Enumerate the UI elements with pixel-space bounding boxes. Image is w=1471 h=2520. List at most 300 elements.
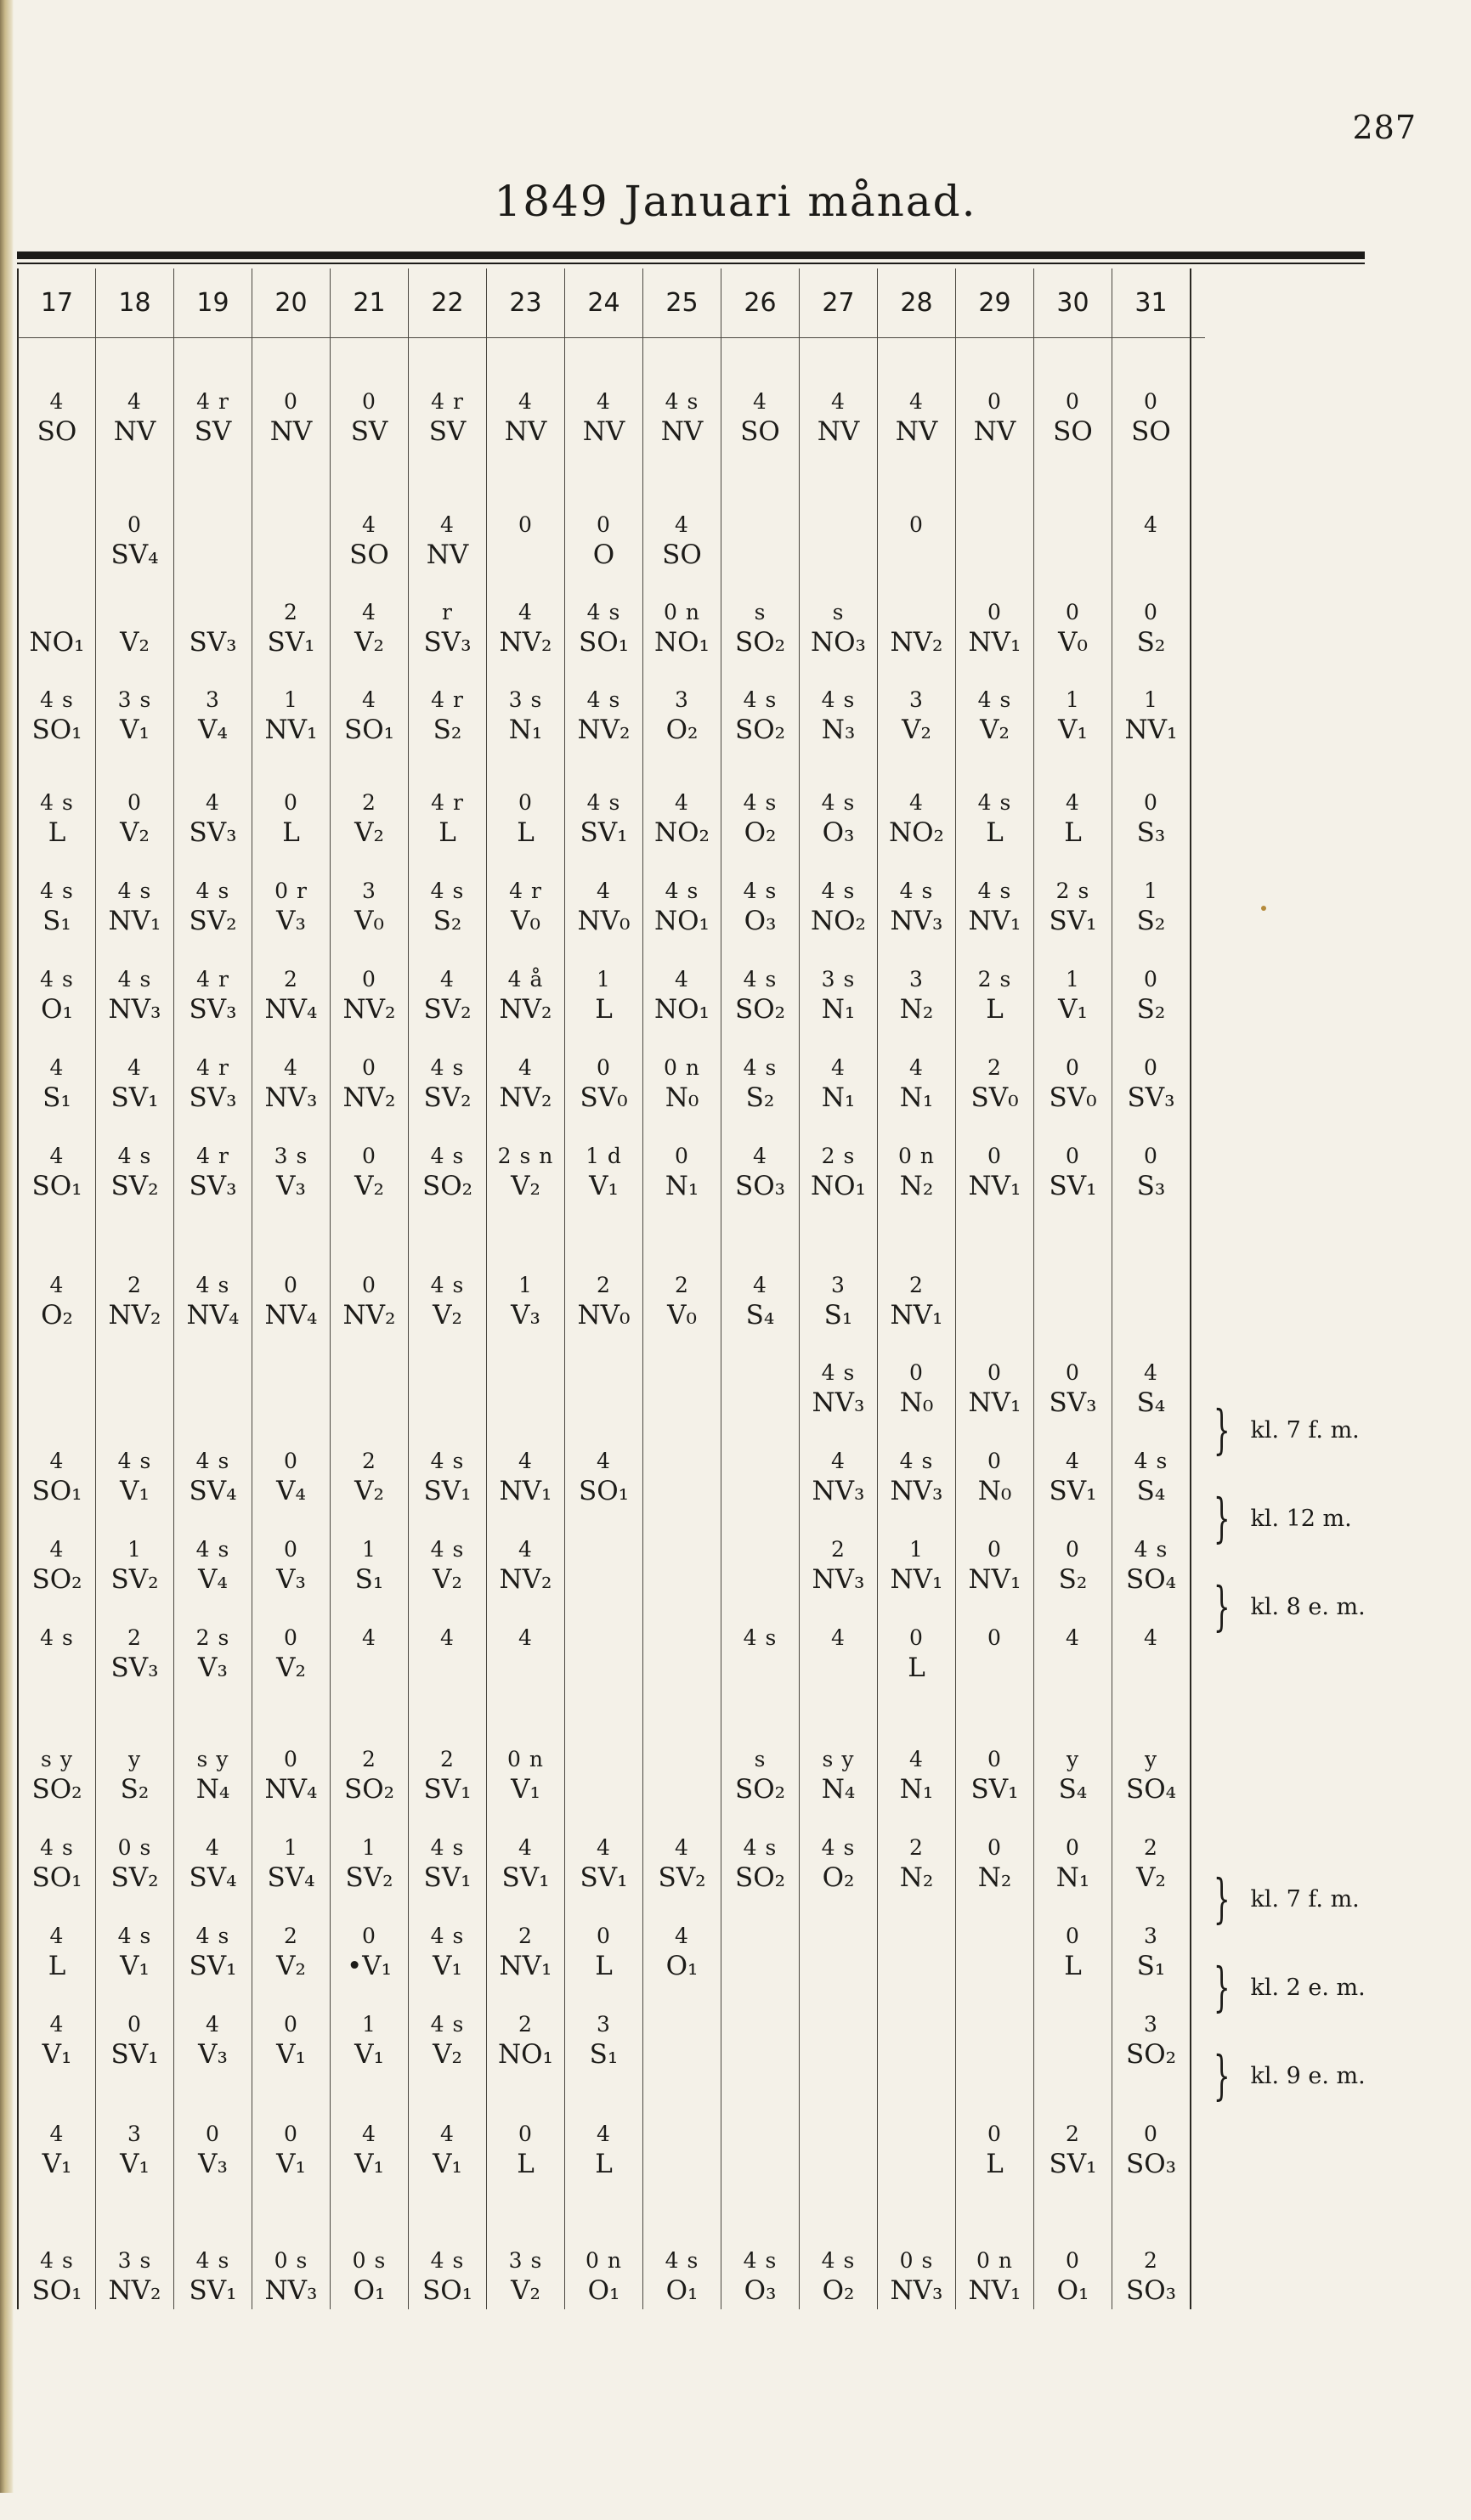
force-remark: 4 <box>127 1055 142 1080</box>
observation-cell <box>642 851 721 940</box>
wind-direction: SV₁ <box>1049 1476 1097 1506</box>
observation-cell <box>1112 749 1190 851</box>
observation-cell <box>17 1116 95 1205</box>
force-remark: 4 s <box>586 600 621 624</box>
day-header: 21 <box>330 268 408 338</box>
wind-direction: NV <box>817 416 860 447</box>
wind-direction: NV₂ <box>499 994 552 1025</box>
observation-cell <box>1112 450 1190 573</box>
wind-direction: SO₂ <box>734 1774 786 1805</box>
force-remark: 2 <box>127 1273 142 1297</box>
day-header: 31 <box>1112 268 1190 338</box>
force-remark: 4 <box>49 2122 65 2146</box>
observation-cell <box>408 1028 486 1116</box>
brace-icon: } <box>1213 1575 1231 1637</box>
wind-direction: O₁ <box>665 2275 699 2306</box>
observation-cell <box>486 1205 564 1334</box>
force-remark: 0 <box>127 2012 142 2037</box>
force-remark: 0 <box>909 512 924 537</box>
force-remark: 0 <box>597 512 611 537</box>
observation-cell <box>1033 1334 1112 1421</box>
force-remark: y <box>1144 1747 1158 1771</box>
wind-direction: SV₀ <box>1049 1082 1097 1113</box>
force-remark: 2 <box>284 600 298 624</box>
wind-direction: SV₃ <box>189 994 237 1025</box>
force-remark: 4 s <box>195 2248 230 2273</box>
wind-direction: V₃ <box>198 2149 228 2179</box>
wind-direction: NV₂ <box>499 627 552 658</box>
observation-cell <box>877 1421 955 1510</box>
observation-cell <box>1112 1334 1190 1421</box>
wind-direction: SV₄ <box>110 540 159 570</box>
wind-direction: NV₁ <box>890 1564 943 1595</box>
observation-cell <box>721 1808 799 1896</box>
wind-direction: NO₁ <box>29 627 85 658</box>
observation-cell <box>955 1028 1033 1116</box>
observation-cell <box>1112 1598 1190 1687</box>
force-remark: 0 <box>1066 600 1080 624</box>
observation-cell <box>955 338 1033 450</box>
force-remark: 0 n <box>507 1747 544 1771</box>
wind-direction: S₄ <box>1058 1774 1088 1805</box>
observation-cell <box>486 1028 564 1116</box>
wind-direction: SO₁ <box>343 715 395 745</box>
force-remark: 0 <box>362 1924 376 1948</box>
day-header: 22 <box>408 268 486 338</box>
force-remark: 0 <box>284 1273 298 1297</box>
observation-cell <box>799 1028 877 1116</box>
wind-direction: L <box>282 817 300 848</box>
observation-cell <box>1033 573 1112 661</box>
wind-direction: N₄ <box>821 1774 856 1805</box>
force-remark: 1 <box>1066 967 1080 992</box>
observation-cell <box>721 1598 799 1687</box>
force-remark: 4 s <box>40 2248 74 2273</box>
wind-direction: NO₂ <box>811 906 866 936</box>
wind-direction: V₁ <box>511 1774 540 1805</box>
wind-direction: SV₂ <box>658 1862 706 1893</box>
wind-direction: O₁ <box>1056 2275 1089 2306</box>
observation-cell <box>642 2073 721 2183</box>
force-remark: 0 <box>1144 2122 1158 2146</box>
observation-cell <box>799 1421 877 1510</box>
force-remark: 4 <box>909 790 924 815</box>
observation-cell <box>1112 661 1190 749</box>
observation-cell <box>721 749 799 851</box>
force-remark: 4 <box>1144 1625 1158 1650</box>
observation-cell <box>642 1896 721 1985</box>
wind-direction: V₃ <box>198 1653 228 1683</box>
observation-cell <box>252 1808 330 1896</box>
force-remark: 2 <box>127 1625 142 1650</box>
force-remark: 3 <box>597 2012 611 2037</box>
wind-direction: NO₁ <box>654 627 710 658</box>
day-header: 24 <box>564 268 642 338</box>
force-remark: 4 <box>362 1625 376 1650</box>
observation-cell <box>408 661 486 749</box>
title-rule-thick <box>17 251 1365 259</box>
observation-cell <box>721 2183 799 2309</box>
force-remark: 3 <box>1144 1924 1158 1948</box>
wind-direction: NV₁ <box>968 627 1021 658</box>
observation-cell <box>330 338 408 450</box>
observation-cell <box>1112 940 1190 1028</box>
observation-cell <box>330 450 408 573</box>
observation-cell <box>1112 851 1190 940</box>
force-remark: 4 r <box>196 389 229 414</box>
force-remark: 4 <box>909 1747 924 1771</box>
wind-direction: S₂ <box>745 1082 775 1113</box>
force-remark: 0 <box>597 1055 611 1080</box>
observation-cell <box>486 1334 564 1421</box>
wind-direction: V₁ <box>120 1476 150 1506</box>
observation-cell <box>173 1985 252 2073</box>
wind-direction: SO₁ <box>31 1171 82 1201</box>
force-remark: 3 s <box>274 1144 308 1168</box>
force-remark: 3 <box>1144 2012 1158 2037</box>
observation-cell <box>173 1334 252 1421</box>
observation-cell <box>721 1205 799 1334</box>
observation-cell <box>408 940 486 1028</box>
wind-direction: SV₁ <box>189 1951 237 1981</box>
force-remark: 4 s <box>743 967 778 992</box>
wind-direction: NV₃ <box>890 906 943 936</box>
wind-direction: L <box>48 817 66 848</box>
force-remark: 0 n <box>976 2248 1013 2273</box>
observation-cell <box>1033 450 1112 573</box>
wind-direction: O₂ <box>744 817 777 848</box>
force-remark: 4 <box>675 1835 689 1860</box>
observation-cell <box>95 1116 173 1205</box>
observation-cell <box>252 1421 330 1510</box>
force-remark: 4 <box>597 389 611 414</box>
day-header: 28 <box>877 268 955 338</box>
observation-cell <box>408 749 486 851</box>
force-remark: 2 <box>987 1055 1002 1080</box>
observation-cell <box>408 1421 486 1510</box>
wind-direction: S₂ <box>1136 994 1166 1025</box>
force-remark: 4 <box>49 389 65 414</box>
observation-cell <box>17 661 95 749</box>
wind-direction: SV₄ <box>267 1862 315 1893</box>
observation-cell <box>95 2183 173 2309</box>
wind-direction: NO₁ <box>498 2039 553 2070</box>
wind-direction: SV₂ <box>110 1862 159 1893</box>
observation-cell <box>877 661 955 749</box>
force-remark: 4 s <box>743 1835 778 1860</box>
force-remark: 4 s <box>117 1144 152 1168</box>
wind-direction: V₂ <box>354 627 384 658</box>
observation-cell <box>95 1598 173 1687</box>
force-remark: 4 <box>440 967 455 992</box>
force-remark: y <box>1066 1747 1080 1771</box>
observation-cell <box>877 450 955 573</box>
wind-direction: NV <box>113 416 156 447</box>
force-remark: 4 s <box>743 1625 778 1650</box>
wind-direction: SV₁ <box>1049 2149 1097 2179</box>
wind-direction: SV₁ <box>580 817 628 848</box>
force-remark: 4 r <box>431 687 464 712</box>
observation-cell <box>95 1028 173 1116</box>
observation-cell <box>564 1334 642 1421</box>
wind-direction: NV <box>895 416 938 447</box>
observation-cell <box>642 661 721 749</box>
observation-cell <box>330 749 408 851</box>
observation-cell <box>642 573 721 661</box>
wind-direction: SV₁ <box>110 1082 159 1113</box>
wind-direction: L <box>986 2149 1004 2179</box>
wind-direction: V₁ <box>120 715 150 745</box>
day-header: 30 <box>1033 268 1112 338</box>
force-remark: 4 <box>1066 790 1080 815</box>
force-remark: 4 <box>597 1449 611 1473</box>
wind-direction: SV₃ <box>1049 1387 1097 1418</box>
force-remark: 4 s <box>195 1449 230 1473</box>
observation-cell <box>721 1421 799 1510</box>
wind-direction: V₀ <box>511 906 540 936</box>
brace-icon: } <box>1213 1867 1231 1930</box>
force-remark: r <box>442 600 453 624</box>
force-remark: 1 <box>909 1537 924 1562</box>
wind-direction: NV₁ <box>968 1387 1021 1418</box>
observation-cell <box>486 661 564 749</box>
observation-cell <box>330 1205 408 1334</box>
force-remark: 4 <box>1066 1449 1080 1473</box>
force-remark: 4 s <box>40 879 74 903</box>
observation-cell <box>877 1116 955 1205</box>
force-remark: 1 <box>284 687 298 712</box>
observation-cell <box>799 2073 877 2183</box>
observation-cell <box>642 1334 721 1421</box>
observation-cell <box>564 1205 642 1334</box>
wind-direction: O₂ <box>41 1300 73 1331</box>
observation-cell <box>799 573 877 661</box>
wind-direction: NV₂ <box>342 994 396 1025</box>
observation-cell <box>877 1205 955 1334</box>
observation-cell <box>486 1896 564 1985</box>
observation-cell <box>486 573 564 661</box>
force-remark: 2 <box>362 790 376 815</box>
wind-direction: V₁ <box>589 1171 619 1201</box>
wind-direction: V₂ <box>354 817 384 848</box>
observation-cell <box>642 1421 721 1510</box>
observation-cell <box>564 573 642 661</box>
time-note: } kl. 8 e. m. <box>1213 1575 1366 1637</box>
observation-cell <box>564 2183 642 2309</box>
force-remark: 0 <box>987 1747 1002 1771</box>
observation-cell <box>95 940 173 1028</box>
wind-direction: NV₁ <box>968 906 1021 936</box>
force-remark: 0 s <box>117 1835 152 1860</box>
force-remark: 3 <box>127 2122 142 2146</box>
wind-direction: SO₁ <box>31 1476 82 1506</box>
time-note: } kl. 7 f. m. <box>1213 1398 1360 1461</box>
observation-cell <box>17 338 95 450</box>
wind-direction: N₂ <box>899 1171 934 1201</box>
force-remark: 0 <box>987 1144 1002 1168</box>
wind-direction: NV <box>582 416 625 447</box>
force-remark: 4 <box>206 1835 220 1860</box>
wind-direction: SV₁ <box>423 1862 472 1893</box>
force-remark: 0 <box>284 1625 298 1650</box>
force-remark: 3 <box>206 687 220 712</box>
force-remark: 0 n <box>586 2248 622 2273</box>
wind-direction: O₃ <box>744 906 777 936</box>
force-remark: 4 s <box>665 879 699 903</box>
observation-cell <box>799 1510 877 1598</box>
observation-cell <box>173 2183 252 2309</box>
force-remark: 0 <box>362 1273 376 1297</box>
observation-cell <box>877 1808 955 1896</box>
wind-direction: SO₃ <box>734 1171 786 1201</box>
force-remark: 4 r <box>431 790 464 815</box>
force-remark: 1 <box>362 1537 376 1562</box>
wind-direction: NV <box>660 416 704 447</box>
observation-cell <box>642 1116 721 1205</box>
force-remark: 4 s <box>430 879 465 903</box>
force-remark: s <box>754 1747 767 1771</box>
force-remark: 4 s <box>743 687 778 712</box>
wind-direction: S₂ <box>1058 1564 1088 1595</box>
force-remark: 1 <box>1144 879 1158 903</box>
observation-cell <box>330 1510 408 1598</box>
force-remark: 0 <box>127 790 142 815</box>
observation-cell <box>95 450 173 573</box>
observation-cell <box>1112 1116 1190 1205</box>
wind-direction: O₂ <box>822 1862 855 1893</box>
observation-cell <box>564 338 642 450</box>
wind-direction: SV₃ <box>1127 1082 1175 1113</box>
force-remark: 0 <box>362 967 376 992</box>
force-remark: 2 <box>284 967 298 992</box>
wind-direction: NV₂ <box>108 2275 161 2306</box>
observation-cell <box>173 1896 252 1985</box>
observation-cell <box>1033 940 1112 1028</box>
observation-cell <box>95 1985 173 2073</box>
wind-direction: SV₄ <box>189 1862 237 1893</box>
force-remark: 0 <box>362 1055 376 1080</box>
observation-cell <box>252 2183 330 2309</box>
observation-cell <box>252 1334 330 1421</box>
wind-direction: SV₀ <box>970 1082 1019 1113</box>
wind-direction: V₁ <box>433 2149 462 2179</box>
observation-cell <box>564 661 642 749</box>
force-remark: 0 <box>1066 1360 1080 1385</box>
force-remark: 0 <box>987 1835 1002 1860</box>
wind-direction: SO₃ <box>1125 2275 1177 2306</box>
page-title: 1849 Januari månad. <box>494 177 977 226</box>
force-remark: 4 <box>675 1924 689 1948</box>
wind-direction: S₂ <box>433 906 462 936</box>
wind-direction: SV₁ <box>423 1774 472 1805</box>
force-remark: 4 s <box>977 687 1012 712</box>
wind-direction: S₁ <box>42 906 71 936</box>
force-remark: 4 s <box>430 1449 465 1473</box>
observation-cell <box>955 1421 1033 1510</box>
time-note: } kl. 9 e. m. <box>1213 2044 1366 2106</box>
observation-cell <box>486 851 564 940</box>
observation-cell <box>330 1598 408 1687</box>
wind-direction: O₁ <box>665 1951 699 1981</box>
observation-cell <box>955 1985 1033 2073</box>
force-remark: 0 <box>1066 1835 1080 1860</box>
wind-direction: SO₂ <box>31 1774 82 1805</box>
force-remark: 4 <box>753 389 767 414</box>
wind-direction: NV₁ <box>890 1300 943 1331</box>
observation-cell <box>330 1985 408 2073</box>
wind-direction: NV₄ <box>186 1300 240 1331</box>
observation-cell <box>877 940 955 1028</box>
observation-cell <box>17 1687 95 1808</box>
wind-direction: S₂ <box>1136 906 1166 936</box>
force-remark: 4 s <box>40 790 74 815</box>
observation-cell <box>955 1687 1033 1808</box>
observation-cell <box>252 661 330 749</box>
force-remark: 4 <box>753 1144 767 1168</box>
observation-cell <box>1112 2073 1190 2183</box>
wind-direction: S₃ <box>1136 1171 1166 1201</box>
force-remark: 0 <box>1066 389 1080 414</box>
force-remark: 4 s <box>430 1273 465 1297</box>
wind-direction: NV₂ <box>499 1082 552 1113</box>
wind-direction: N₀ <box>977 1476 1012 1506</box>
wind-direction: SV₂ <box>345 1862 393 1893</box>
observation-cell <box>877 851 955 940</box>
wind-direction: SV <box>194 416 232 447</box>
force-remark: 2 <box>1144 2248 1158 2273</box>
force-remark: 3 s <box>117 2248 152 2273</box>
force-remark: 2 <box>909 1273 924 1297</box>
observation-cell <box>173 749 252 851</box>
wind-direction: O₁ <box>353 2275 386 2306</box>
wind-direction: SV₁ <box>267 627 315 658</box>
observation-cell <box>799 940 877 1028</box>
observation-cell <box>173 661 252 749</box>
weather-observation-table <box>17 268 1205 2309</box>
force-remark: 0 <box>206 2122 220 2146</box>
wind-direction: O₂ <box>822 2275 855 2306</box>
force-remark: 4 r <box>196 967 229 992</box>
force-remark: 0 <box>362 1144 376 1168</box>
observation-cell <box>721 338 799 450</box>
force-remark: 0 <box>362 389 376 414</box>
wind-direction: SV₂ <box>423 994 472 1025</box>
force-remark: 4 s <box>665 389 699 414</box>
wind-direction: V₄ <box>198 715 228 745</box>
force-remark: 0 <box>1144 967 1158 992</box>
wind-direction: SV₃ <box>110 1653 159 1683</box>
force-remark: 4 s <box>195 879 230 903</box>
wind-direction: V₂ <box>902 715 931 745</box>
observation-cell <box>408 1598 486 1687</box>
observation-cell <box>642 450 721 573</box>
force-remark: 4 <box>49 1273 65 1297</box>
force-remark: 4 s <box>430 1144 465 1168</box>
wind-direction: SO <box>37 416 77 447</box>
wind-direction: NV₄ <box>264 994 318 1025</box>
observation-cell <box>408 851 486 940</box>
observation-cell <box>252 573 330 661</box>
observation-cell <box>877 2073 955 2183</box>
wind-direction: V₂ <box>354 1171 384 1201</box>
observation-cell <box>1112 338 1190 450</box>
force-remark: 4 <box>206 2012 220 2037</box>
wind-direction: SO₄ <box>1125 1774 1177 1805</box>
wind-direction: S₁ <box>42 1082 71 1113</box>
force-remark: 4 s <box>40 967 74 992</box>
wind-direction: NV₂ <box>108 1300 161 1331</box>
wind-direction: SO₁ <box>31 715 82 745</box>
